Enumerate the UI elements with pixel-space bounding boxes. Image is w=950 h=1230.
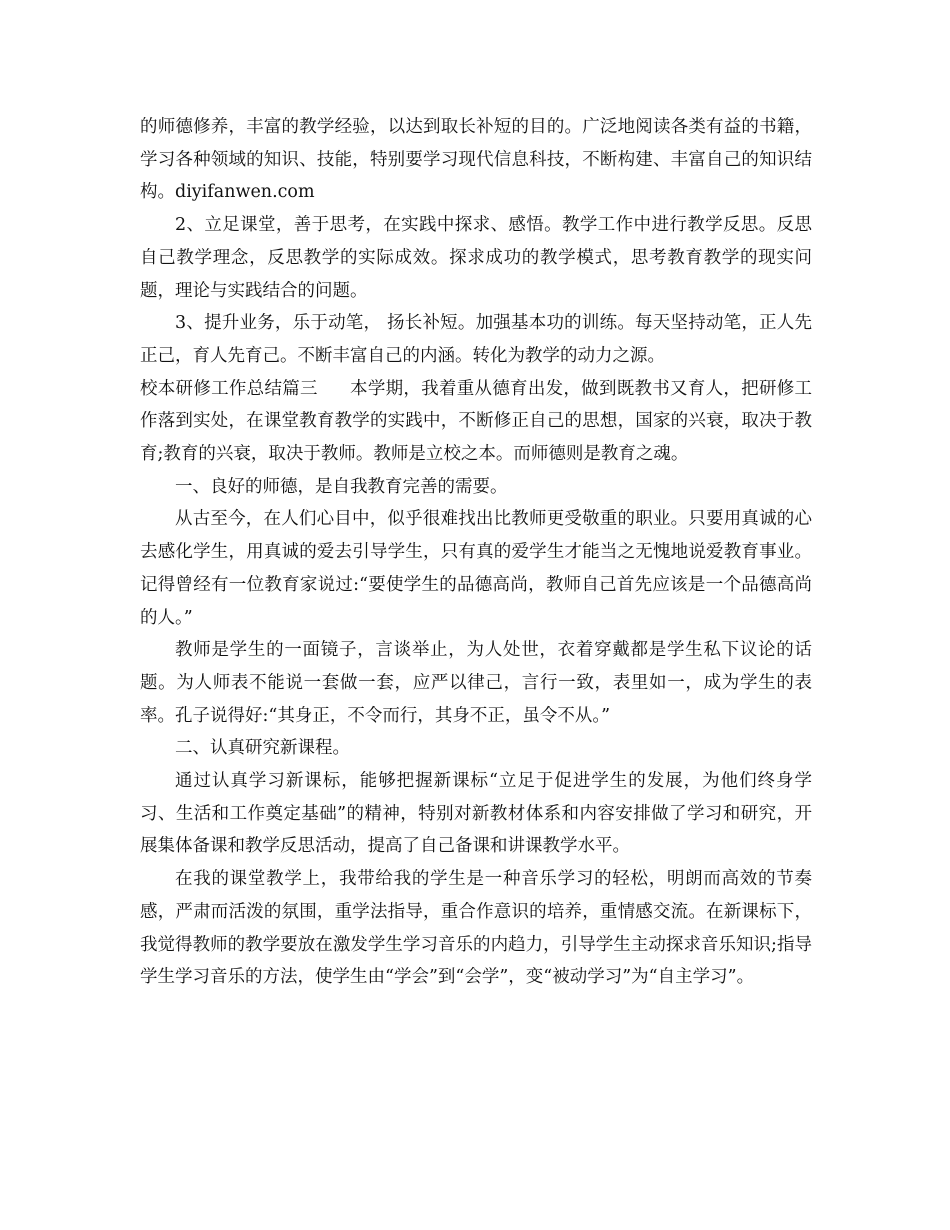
paragraph-6: 通过认真学习新课标，能够把握新课标“立足于促进学生的发展，为他们终身学习、生活和工作奠定基础”的精神，特别对新教材体系和内容安排做了学习和研究，开展集体备课和教学反思活动，提高了自己备课和讲课教学水平。 — [140, 771, 812, 857]
paragraph-3: 3、提升业务，乐于动笔， 扬长补短。加强基本功的训练。每天坚持动笔，正人先正己，育人先育己。不断丰富自己的内涵。转化为教学的动力之源。 — [140, 313, 812, 366]
subheading-2: 二、认真研究新课程。 — [175, 738, 350, 759]
paragraph-5: 教师是学生的一面镜子，言谈举止，为人处世，衣着穿戴都是学生私下议论的话题。为人师表不能说一套做一套，应严以律己，言行一致，表里如一，成为学生的表率。孔子说得好:“其身正，不令而行，其身不正，虽令不从。” — [140, 640, 812, 726]
subheading-1: 一、良好的师德，是自我教育完善的需要。 — [175, 476, 508, 497]
document-page — [140, 111, 812, 994]
paragraph-1: 的师德修养，丰富的教学经验，以达到取长补短的目的。广泛地阅读各类有益的书籍，学习各种领域的知识、技能，特别要学习现代信息科技，不断构建、丰富自己的知识结构。diyifanwen.com — [140, 117, 812, 203]
section-text: 本学期，我着重从德育出发，做到既教书又育人，把研修工作落到实处，在课堂教育教学的实践中，不断修正自己的思想，国家的兴衰，取决于教育;教育的兴衰，取决于教师。教师是立校之本。而师德则是教育之魂。 — [140, 378, 813, 465]
paragraph-7: 在我的课堂教学上，我带给我的学生是一种音乐学习的轻松，明朗而高效的节奏感，严肃而活泼的氛围，重学法指导，重合作意识的培养，重情感交流。在新课标下，我觉得教师的教学要放在激发学生学习音乐的内趋力，引导学生主动探求音乐知识;指导学生学习音乐的方法，使学生由“学会”到“会学”，变“被动学习”为“自主学习”。 — [140, 869, 812, 988]
paragraph-2: 2、立足课堂，善于思考，在实践中探求、感悟。教学工作中进行教学反思。反思自己教学理念，反思教学的实际成效。探求成功的教学模式，思考教育教学的现实问题，理论与实践结合的问题。 — [140, 215, 812, 301]
paragraph-4: 从古至今，在人们心目中，似乎很难找出比教师更受敬重的职业。只要用真诚的心去感化学生，用真诚的爱去引导学生，只有真的爱学生才能当之无愧地说爱教育事业。记得曾经有一位教育家说过:“要使学生的品德高尚，教师自己首先应该是一个品德高尚的人。” — [140, 509, 812, 628]
section-paragraph — [140, 373, 812, 471]
section-title: 校本研修工作总结篇三 — [140, 378, 318, 399]
